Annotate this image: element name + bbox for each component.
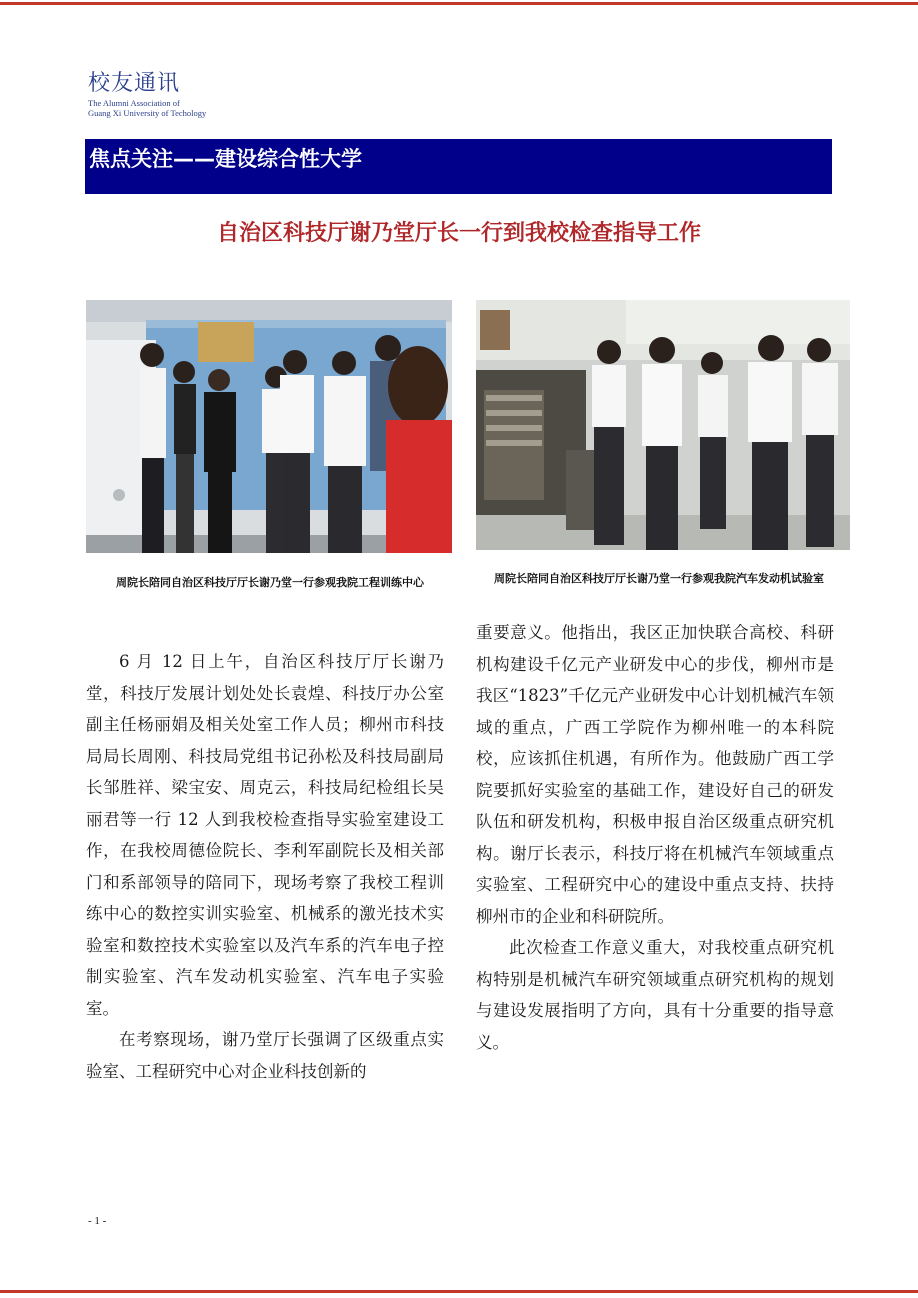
paragraph: 此次检查工作意义重大，对我校重点研究机构特别是机械汽车研究领域重点研究机构的规划与建设发展指明了方向，具有十分重要的指导意义。 xyxy=(476,938,834,1052)
paragraph: 6 月 12 日上午，自治区科技厅厅长谢乃堂，科技厅发展计划处处长袁煌、科技厅办公室副主任杨丽娟及相关处室工作人员；柳州市科技局局长周刚、科技局党组书记孙松及科技局副局长邹胜祥、梁宝安、周克云，科技局纪检组长吴丽君等一行 12 人到我校检查指导实验室建设工作，在我校周德俭院长、李利军副院长及相关部门和系部领导的陪同下，现场考察了我校工程训练中心的数控实训实验室、机械系的激光技术实验室和数控技术实验室以及汽车系的汽车电子控制实验室、汽车发动机实验室、汽车电子实验室。 xyxy=(86,652,444,1018)
bottom-rule xyxy=(0,1290,918,1293)
article-body-left-column xyxy=(86,646,444,1087)
article-body-right-column xyxy=(476,617,834,1058)
masthead-subtitle-line2: Guang Xi University of Techology xyxy=(88,108,207,118)
photo-group-lab-visit xyxy=(86,300,452,553)
top-rule xyxy=(0,2,918,5)
paragraph: 在考察现场，谢乃堂厅长强调了区级重点实验室、工程研究中心对企业科技创新的 xyxy=(86,1030,444,1081)
article-headline: 自治区科技厅谢乃堂厅长一行到我校检查指导工作 xyxy=(216,221,701,246)
photo-group-lab-visit-illustration xyxy=(86,300,452,553)
photo-caption-right: 周院长陪同自治区科技厅厅长谢乃堂一行参观我院汽车发动机试验室 xyxy=(494,572,824,585)
section-banner-text: 焦点关注——建设综合性大学 xyxy=(89,147,362,171)
page-number: - 1 - xyxy=(88,1215,107,1227)
masthead-title: 校友通讯 xyxy=(88,71,181,96)
masthead-subtitle xyxy=(88,98,206,118)
section-banner xyxy=(85,139,832,194)
photo-caption-left: 周院长陪同自治区科技厅厅长谢乃堂一行参观我院工程训练中心 xyxy=(116,576,424,589)
photo-group-engine-lab-illustration xyxy=(476,300,850,550)
paragraph: 重要意义。他指出，我区正加快联合高校、科研机构建设千亿元产业研发中心的步伐，柳州市是我区“1823”千亿元产业研发中心计划机械汽车领域的重点，广西工学院作为柳州唯一的本科院校，应该抓住机遇，有所作为。他鼓励广西工学院要抓好实验室的基础工作，建设好自己的研发队伍和研发机构，积极申报自治区级重点研究机构。谢厅长表示，科技厅将在机械汽车领域重点实验室、工程研究中心的建设中重点支持、扶持柳州市的企业和科研院所。 xyxy=(476,623,834,926)
photo-group-engine-lab xyxy=(476,300,850,550)
masthead-subtitle-line1: The Alumni Association of xyxy=(88,98,180,108)
